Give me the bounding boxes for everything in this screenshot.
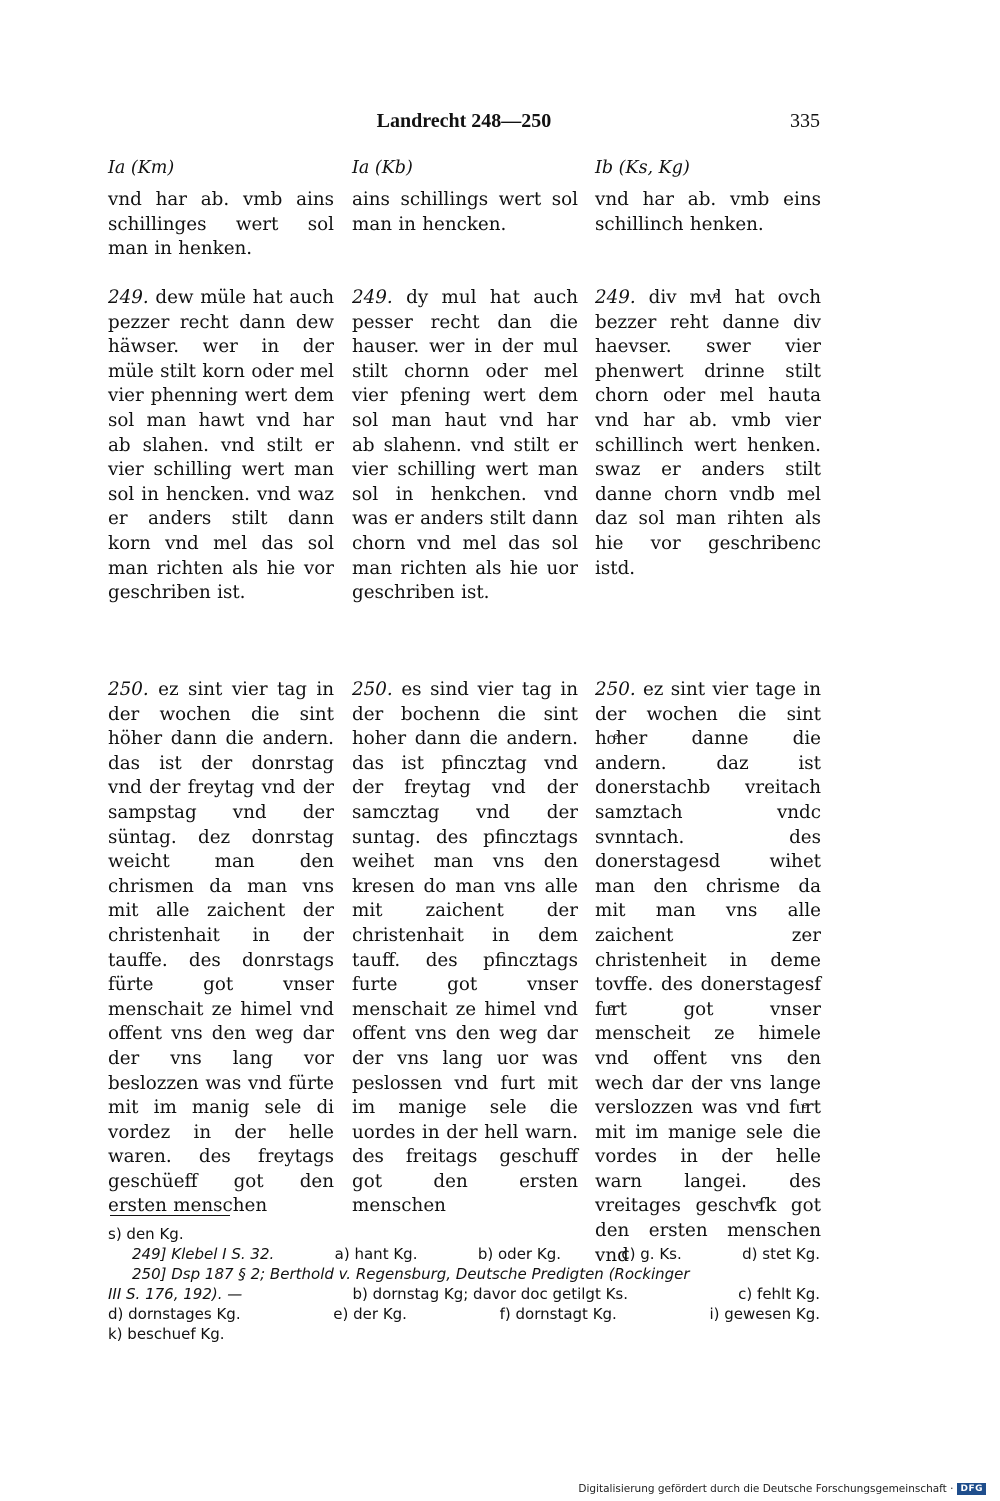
chunk-text: vnd har ab. vmb eins schillinch henken. bbox=[595, 189, 821, 235]
column-ia-kb bbox=[352, 158, 578, 1219]
footnote-divider bbox=[110, 1215, 230, 1216]
section-249 bbox=[595, 286, 821, 678]
dfg-logo: DFG bbox=[957, 1483, 986, 1495]
footnote-entry: c) g. Ks. bbox=[621, 1245, 682, 1263]
section-number: 250. bbox=[352, 679, 393, 700]
footnote-line bbox=[108, 1284, 820, 1304]
section-250 bbox=[108, 678, 334, 1219]
section-number: 250. bbox=[595, 679, 636, 700]
footnote-entry: III S. 176, 192). — bbox=[108, 1285, 243, 1303]
footnote-entry: 250] Dsp 187 § 2; Berthold v. Regensburg, Deutsche Predigten (Rockinger bbox=[132, 1265, 690, 1283]
footnote-entry: b) oder Kg. bbox=[477, 1245, 561, 1263]
footnotes bbox=[108, 1224, 820, 1344]
digitization-credit bbox=[578, 1483, 986, 1495]
section-text: dew müle hat auch pezzer recht dann dew häwser. wer in der müle stilt korn oder mel vier phenning wert dem sol man hawt vnd har ab slahen. vnd stilt er vier schilling wert man sol in hencken. vnd waz er anders stilt dann korn vnd mel das sol man richten als hie vor geschriben ist. bbox=[108, 287, 334, 604]
footnote-entry: i) gewesen Kg. bbox=[709, 1305, 820, 1323]
section-249 bbox=[108, 286, 334, 678]
section-250 bbox=[352, 678, 578, 1219]
footnote-entry: c) fehlt Kg. bbox=[738, 1285, 820, 1303]
column-heading: Ia (Km) bbox=[108, 158, 175, 178]
section-text: dy mul hat auch pesser recht dan die hauser. wer in der mul stilt chornn oder mel vier pfening wert dem sol man haut vnd har ab slahenn. vnd stilt er vier schilling wert man sol in henkchen. vnd was er anders stilt dann chorn vnd mel das sol man richten als hie uor geschriben ist. bbox=[352, 287, 578, 604]
footnote-line bbox=[108, 1224, 820, 1244]
column-ib-ks-kg bbox=[595, 158, 821, 1268]
footnote-entry: d) dornstages Kg. bbox=[108, 1305, 241, 1323]
section-text: div mvͤl hat ovch bezzer reht danne div haevser. swer vier phenwert drinne stilt chorn oder mel hauta vnd har ab. vmb vier schillinch wert henken. swaz er anders stilt danne chorn vndb mel daz sol man rihten als hie vor geschribenc istd. bbox=[595, 287, 821, 579]
chunk-text: vnd har ab. vmb ains schillinges wert sol man in henken. bbox=[108, 189, 334, 260]
footnote-line bbox=[108, 1244, 820, 1264]
footnote-line bbox=[108, 1264, 820, 1284]
footnote-entry: d) stet Kg. bbox=[742, 1245, 820, 1263]
section-text: es sind vier tag in der bochenn die sint hoher dann die andern. das ist pfincztag vnd der freytag vnd der samcztag vnd der suntag. des pfincztags weihet man vns den kresen do man vns alle mit zaichent der christenhait in dem tauff. des pfincztags furte got vnser menschait ze himel vnd offent vns den weg dar der vns lang uor was peslossen vnd furt mit im manige sele die uordes in der hell warn. des freitags geschuff got den ersten menschen bbox=[352, 679, 578, 1217]
footnote-entry: b) dornstag Kg; davor doc getilgt Ks. bbox=[352, 1285, 629, 1303]
section-number: 249. bbox=[352, 287, 393, 308]
page-number: 335 bbox=[790, 110, 820, 132]
footnote-entry: a) hant Kg. bbox=[334, 1245, 418, 1263]
text-chunk bbox=[595, 188, 821, 286]
footnote-line bbox=[108, 1324, 820, 1344]
text-chunk bbox=[352, 188, 578, 286]
running-title: Landrecht 248—250 bbox=[376, 110, 552, 132]
text-chunk bbox=[108, 188, 334, 286]
page-header bbox=[108, 110, 820, 140]
section-249 bbox=[352, 286, 578, 678]
footnote-entry: f) dornstagt Kg. bbox=[499, 1305, 617, 1323]
footnote-entry: s) den Kg. bbox=[108, 1225, 184, 1243]
column-heading: Ia (Kb) bbox=[352, 158, 413, 178]
section-number: 250. bbox=[108, 679, 149, 700]
credit-text: Digitalisierung gefördert durch die Deutsche Forschungsgemeinschaft · bbox=[578, 1483, 954, 1495]
footnote-line bbox=[108, 1304, 820, 1324]
section-250 bbox=[595, 678, 821, 1268]
section-text: ez sint vier tage in der wochen die sint hoͤher danne die andern. daz ist donerstachb vreitach samztach vndc svnntach. des donerstagesd wihet man den chrisme da mit man vns alle zaichent zer christenheit in deme tovffe. des donerstagesf fuͤrt got vnser menscheit ze himele vnd offent vns den wech dar der vns lange verslozzen was vnd fuͤrt mit im manige sele die vordes in der helle warn langei. des vreitages geschvͤfk got den ersten menschen vnd bbox=[595, 679, 821, 1266]
column-heading: Ib (Ks, Kg) bbox=[595, 158, 690, 178]
chunk-text: ains schillings wert sol man in hencken. bbox=[352, 189, 578, 235]
section-text: ez sint vier tag in der wochen die sint höher dann die andern. das ist der donrstag vnd der freytag vnd der sampstag vnd der süntag. dez donrstag weicht man den chrismen da man vns mit alle zaichent der christenhait in der tauffe. des donrstags fürte got vnser menschait ze himel vnd offent vns den weg dar der vns lang vor beslozzen was vnd fürte mit im manig sele di vordez in der helle waren. des freytags geschüeff got den ersten menschen bbox=[108, 679, 334, 1217]
column-ia-km bbox=[108, 158, 334, 1219]
section-number: 249. bbox=[108, 287, 149, 308]
footnote-entry: 249] Klebel I S. 32. bbox=[132, 1245, 275, 1263]
section-number: 249. bbox=[595, 287, 636, 308]
footnote-entry: e) der Kg. bbox=[333, 1305, 407, 1323]
footnote-entry: k) beschuef Kg. bbox=[108, 1325, 225, 1343]
